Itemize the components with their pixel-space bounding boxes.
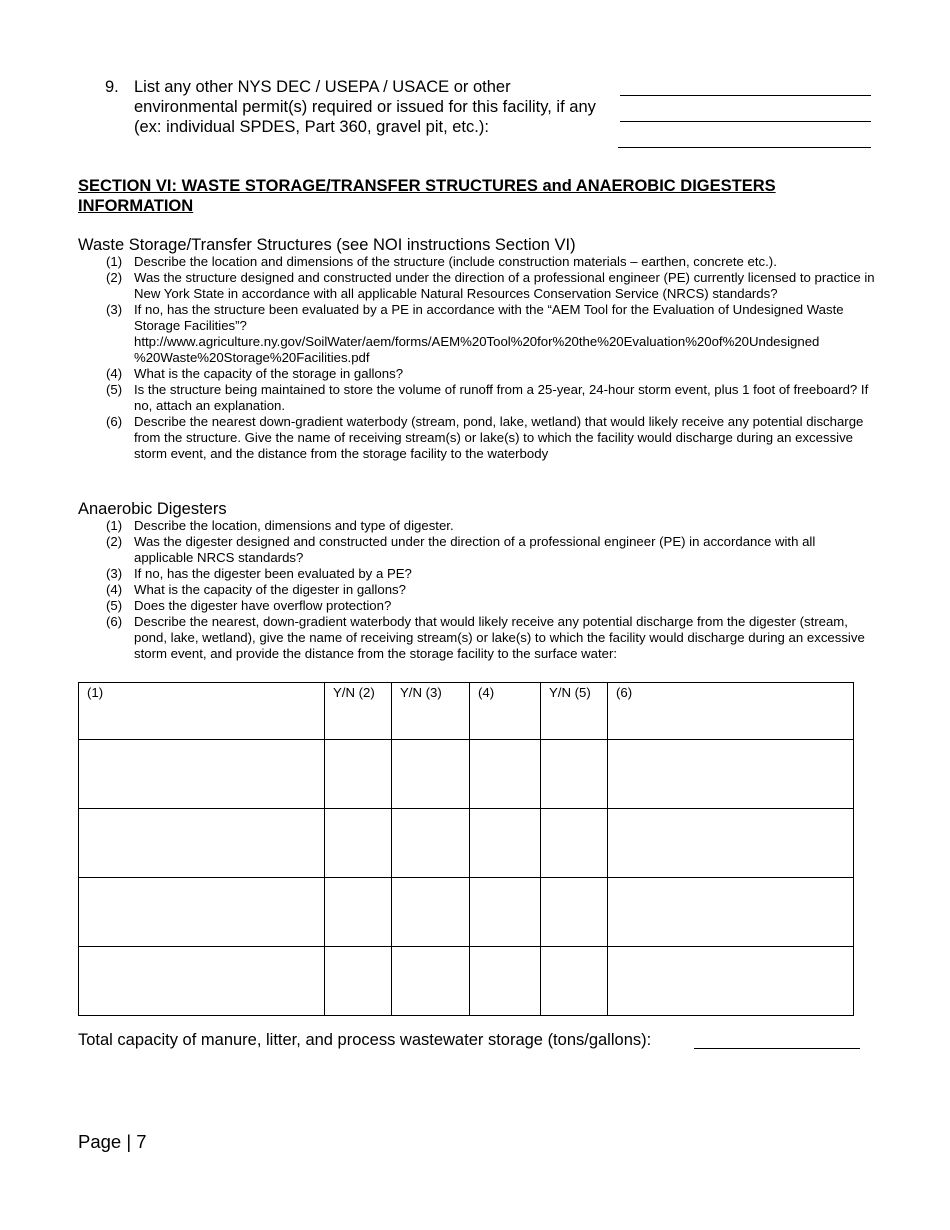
item-number: (3) [106, 302, 123, 317]
permit-answer-line-1[interactable] [620, 95, 871, 96]
item-text: Describe the location and dimensions of the structure (include construction materials – earthen, concrete etc.). [134, 254, 777, 269]
table-cell[interactable] [470, 809, 541, 878]
item-text: Describe the nearest, down-gradient waterbody that would likely receive any potential discharge from the digester (stream, pond, lake, wetland), give the name of receiving stream(s) or lake(s) to which the facility would discharge during an excessive storm event, and provide the distance from the storage facility to the surface water: [134, 614, 865, 661]
table-cell[interactable] [392, 947, 470, 1016]
list-item [106, 366, 876, 382]
question-9-number: 9. [105, 78, 119, 96]
section-title: SECTION VI: WASTE STORAGE/TRANSFER STRUCTURES and ANAEROBIC DIGESTERS INFORMATION [78, 177, 776, 215]
item-number: (6) [106, 414, 123, 429]
item-number: (5) [106, 382, 123, 397]
aem-tool-url-line-1[interactable]: http://www.agriculture.ny.gov/SoilWater/aem/forms/AEM%20Tool%20for%20the%20Evaluation%20of%20Undesigned [134, 334, 820, 349]
table-cell[interactable] [392, 809, 470, 878]
item-number: (2) [106, 534, 123, 549]
item-text: If no, has the digester been evaluated by a PE? [134, 566, 412, 581]
header-col-1: (1) [79, 683, 325, 740]
item-text: Was the structure designed and constructed under the direction of a professional engineer (PE) currently licensed to practice in New York State in accordance with all applicable Natural Resources Conservation Service (NRCS) standards? [134, 270, 875, 301]
table-cell[interactable] [325, 809, 392, 878]
list-item [106, 302, 876, 366]
table-cell[interactable] [470, 878, 541, 947]
item-text: Does the digester have overflow protection? [134, 598, 392, 613]
table-cell[interactable] [541, 809, 608, 878]
list-item [106, 382, 876, 414]
list-item [106, 518, 876, 534]
table-cell[interactable] [470, 947, 541, 1016]
item-number: (1) [106, 518, 123, 533]
table-cell[interactable] [325, 947, 392, 1016]
total-capacity-label: Total capacity of manure, litter, and process wastewater storage (tons/gallons): [78, 1031, 652, 1049]
total-capacity-input-line[interactable] [694, 1048, 860, 1049]
digesters-heading: Anaerobic Digesters [78, 500, 227, 518]
header-col-6: (6) [608, 683, 854, 740]
list-item [106, 270, 876, 302]
item-text: Describe the nearest down-gradient waterbody (stream, pond, lake, wetland) that would likely receive any potential discharge from the structure. Give the name of receiving stream(s) or lake(s) to which the facility would discharge during an excessive storm event, and the distance from the storage facility to the waterbody [134, 414, 864, 461]
table-cell[interactable] [325, 878, 392, 947]
table-header-row [79, 683, 854, 740]
table-cell[interactable] [541, 947, 608, 1016]
table-cell[interactable] [392, 740, 470, 809]
page-number: Page | 7 [78, 1131, 147, 1152]
list-item [106, 414, 876, 462]
item-text: Is the structure being maintained to store the volume of runoff from a 25-year, 24-hour storm event, plus 1 foot of freeboard? If no, attach an explanation. [134, 382, 869, 413]
table-cell[interactable] [470, 740, 541, 809]
table-row [79, 878, 854, 947]
table-cell[interactable] [541, 878, 608, 947]
list-item [106, 582, 876, 598]
header-col-2: Y/N (2) [325, 683, 392, 740]
item-number: (1) [106, 254, 123, 269]
structures-table [78, 682, 854, 1016]
item-number: (4) [106, 582, 123, 597]
item-number: (2) [106, 270, 123, 285]
list-item [106, 598, 876, 614]
permit-answer-line-2[interactable] [620, 121, 871, 122]
table-cell[interactable] [392, 878, 470, 947]
permit-answer-line-3[interactable] [618, 147, 871, 148]
waste-storage-heading: Waste Storage/Transfer Structures (see NOI instructions Section VI) [78, 236, 576, 254]
table-cell[interactable] [541, 740, 608, 809]
aem-tool-url-line-2[interactable]: %20Waste%20Storage%20Facilities.pdf [134, 350, 370, 365]
item-number: (3) [106, 566, 123, 581]
header-col-4: (4) [470, 683, 541, 740]
list-item [106, 254, 876, 270]
item-text: What is the capacity of the digester in gallons? [134, 582, 406, 597]
table-row [79, 740, 854, 809]
table-cell[interactable] [325, 740, 392, 809]
list-item [106, 614, 876, 662]
item-number: (4) [106, 366, 123, 381]
item-number: (6) [106, 614, 123, 629]
item-text: What is the capacity of the storage in gallons? [134, 366, 404, 381]
question-9-text: List any other NYS DEC / USEPA / USACE or other environmental permit(s) required or issued for this facility, if any (ex: individual SPDES, Part 360, gravel pit, etc.): [134, 78, 596, 136]
table-cell[interactable] [608, 947, 854, 1016]
table-cell[interactable] [608, 740, 854, 809]
table-cell[interactable] [79, 740, 325, 809]
table-cell[interactable] [608, 809, 854, 878]
header-col-5: Y/N (5) [541, 683, 608, 740]
table-cell[interactable] [608, 878, 854, 947]
table-row [79, 809, 854, 878]
waste-storage-list [106, 254, 876, 462]
item-number: (5) [106, 598, 123, 613]
list-item [106, 534, 876, 566]
list-item [106, 566, 876, 582]
item-text: Describe the location, dimensions and type of digester. [134, 518, 454, 533]
table-cell[interactable] [79, 809, 325, 878]
header-col-3: Y/N (3) [392, 683, 470, 740]
table-row [79, 947, 854, 1016]
table-cell[interactable] [79, 947, 325, 1016]
table-cell[interactable] [79, 878, 325, 947]
digesters-list [106, 518, 876, 662]
item-text: If no, has the structure been evaluated by a PE in accordance with the “AEM Tool for the Evaluation of Undesigned Waste Storage Facilities”? [134, 302, 844, 333]
item-text: Was the digester designed and constructed under the direction of a professional engineer (PE) in accordance with all applicable NRCS standards? [134, 534, 816, 565]
